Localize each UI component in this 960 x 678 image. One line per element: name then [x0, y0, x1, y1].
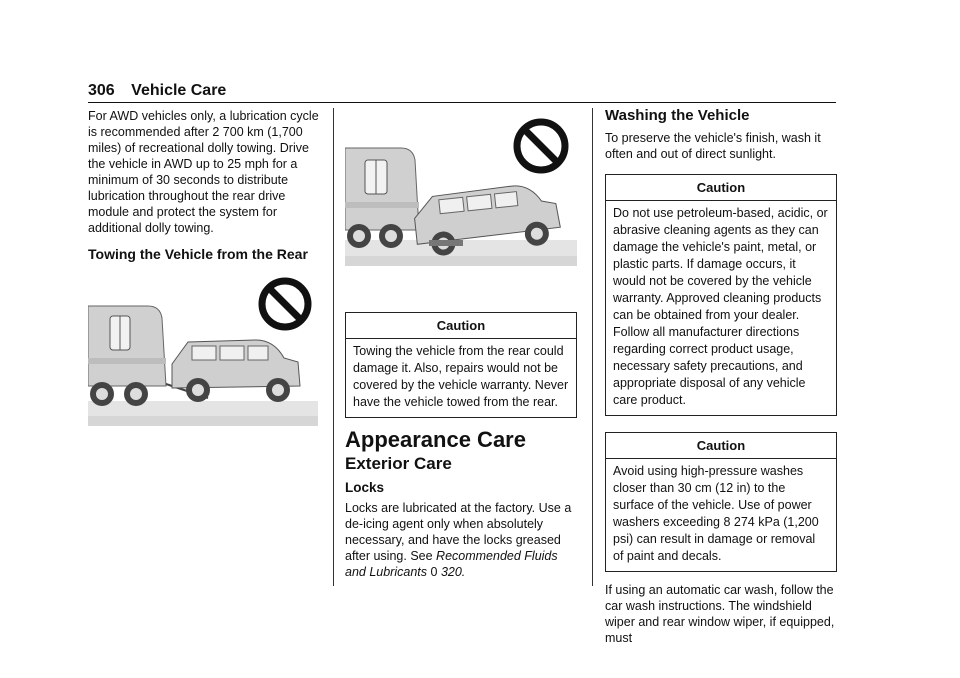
column-divider: [592, 108, 593, 586]
rear-tow-illustration: [88, 276, 320, 450]
locks-paragraph: [345, 500, 577, 580]
locks-heading: Locks: [345, 480, 385, 495]
fluids-reference-page[interactable]: 320.: [440, 565, 466, 579]
page-reference-icon: 0: [430, 565, 438, 579]
column-middle: [345, 108, 577, 586]
front-tow-illustration: [345, 108, 577, 290]
caution-box-pressure-wash: [605, 432, 837, 572]
fluids-reference-link[interactable]: Recommended Fluids and Lubricants: [345, 549, 558, 579]
locks-text: Locks are lubricated at the factory. Use a de-icing agent only when absolutely necessary, and have the locks greased after using. See: [345, 501, 572, 563]
running-header: [88, 82, 226, 100]
awd-lubrication-paragraph: For AWD vehicles only, a lubrication cycle is recommended after 2 700 km (1,700 miles) of recreational dolly towing. Drive the vehicle in AWD up to 25 mph for a minimum of 30 seconds to distribute lubrication throughout the rear drive module and protect the system for additional dolly towing.: [88, 109, 319, 235]
caution-body: Towing the vehicle from the rear could damage it. Also, repairs would not be covered by the vehicle warranty. Never have the vehicle towed from the rear.: [353, 344, 569, 409]
column-divider: [333, 108, 334, 586]
exterior-care-heading: Exterior Care: [345, 454, 452, 473]
caution-title: Caution: [606, 175, 836, 201]
rear-tow-heading: Towing the Vehicle from the Rear: [88, 246, 308, 262]
appearance-care-heading: Appearance Care: [345, 427, 526, 452]
column-right: [605, 108, 837, 652]
section-title: Vehicle Care: [131, 82, 227, 99]
caution-title: Caution: [346, 313, 576, 339]
column-left: [88, 108, 320, 450]
caution-body: Do not use petroleum-based, acidic, or abrasive cleaning agents as they can damage the vehicle's paint, metal, or plastic parts. If damage occurs, it would not be covered by the vehicle warranty. Approved cleaning products can be obtained from your dealer. Follow all manufacturer directions regarding correct product usage, necessary safety precautions, and appropriate disposal of any vehicle care product.: [613, 206, 828, 407]
page-number: 306: [88, 82, 115, 99]
caution-box-rear-tow: [345, 312, 577, 418]
caution-title: Caution: [606, 433, 836, 459]
rv-towing-suv-dolly-image: [345, 108, 577, 286]
header-rule: [88, 102, 836, 103]
car-wash-paragraph: If using an automatic car wash, follow the car wash instructions. The windshield wiper and rear window wiper, if equipped, must: [605, 583, 835, 645]
washing-intro: To preserve the vehicle's finish, wash it often and out of direct sunlight.: [605, 131, 821, 161]
caution-body: Avoid using high-pressure washes closer than 30 cm (12 in) to the surface of the vehicle. Use of power washers exceeding 8 274 kPa (1,200 psi) can result in damage or removal of paint and decals.: [613, 464, 819, 563]
caution-box-cleaning-agents: [605, 174, 837, 416]
washing-heading: Washing the Vehicle: [605, 107, 750, 124]
rv-towing-suv-rear-image: [88, 276, 318, 446]
